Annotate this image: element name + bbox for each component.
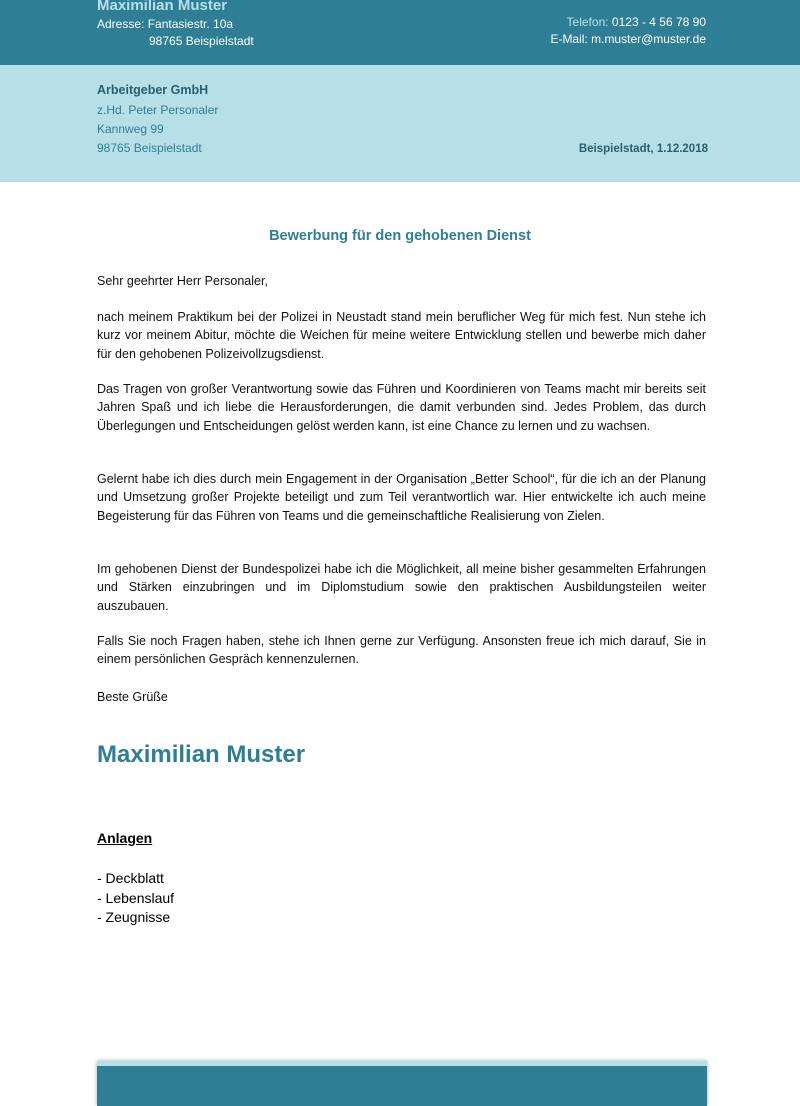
phone-number: 0123 - 4 56 78 90 [611, 15, 706, 29]
sender-address-line2: 98765 Beispielstadt [149, 34, 254, 48]
sender-address-line1: Adresse: Fantasiestr. 10a [97, 17, 234, 31]
enclosure-item: - Lebenslauf [97, 889, 175, 906]
signature: Maximilian Muster [97, 741, 306, 768]
paragraph-text: Im gehobenen Dienst der Bundespolizei habe ich die Möglichkeit, all meine bisher gesammelten Erfahrungen und Stärken einzubringen und im Diplomstudium sowie den praktischen Ausbildungsteilen weiter auszubauen. [97, 562, 706, 613]
recipient-block [0, 65, 800, 182]
letter-header [0, 0, 800, 65]
phone-label: Telefon: [566, 15, 609, 29]
paragraph [97, 560, 706, 615]
paragraph-text: Das Tragen von großer Verantwortung sowie das Führen und Koordinieren von Teams macht mir bereits seit Jahren Spaß und ich liebe die Herausforderungen, die damit verbunden sind. Jedes Problem, das durch Überlegungen und Entscheidungen gelöst werden kann, ist eine Chance zu lernen und zu wachsen. [97, 382, 706, 433]
enclosures-list [97, 869, 174, 928]
enclosures-title: Anlagen [97, 830, 153, 846]
recipient-company: Arbeitgeber GmbH [97, 83, 209, 97]
letter-date: Beispielstadt, 1.12.2018 [578, 143, 708, 155]
letter-subject: Bewerbung für den gehobenen Dienst [269, 228, 531, 244]
salutation [97, 272, 706, 290]
paragraph-text: nach meinem Praktikum bei der Polizei in Neustadt stand mein beruflicher Weg für mich fest. Nun stehe ich kurz vor meinem Abitur, möchte die Weichen für meine weitere Entwicklung stellen und bewerbe mich daher für den gehobenen Polizeivollzugsdienst. [97, 310, 706, 361]
paragraph-text: Falls Sie noch Fragen haben, stehe ich Ihnen gerne zur Verfügung. Ansonsten freue ich mich darauf, Sie in einem persönlichen Gespräch kennenzulernen. [97, 634, 706, 667]
paragraph [97, 632, 706, 669]
salutation-text: Sehr geehrter Herr Personaler, [97, 274, 268, 288]
paragraph [97, 470, 706, 525]
recipient-attention: z.Hd. Peter Personaler [97, 103, 219, 117]
recipient-city: 98765 Beispielstadt [97, 141, 202, 155]
enclosure-item: - Zeugnisse [97, 909, 171, 925]
sender-phone [567, 15, 706, 29]
paragraph [97, 380, 706, 435]
paragraph [97, 308, 706, 363]
closing-text: Beste Grüße [97, 690, 168, 704]
enclosure-item: - Deckblatt [97, 870, 164, 886]
paragraph-text: Gelernt habe ich dies durch mein Engagement in der Organisation „Better School“, für die ich an der Planung und Umsetzung großer Projekte beteiligt und zum Teil verantwortlich war. Hier entwickelte ich auch meine Begeisterung für das Führen von Teams und die gemeinschaftliche Realisierung von Zielen. [97, 472, 706, 523]
footer-decoration [97, 1061, 707, 1106]
sender-email: E-Mail: m.muster@muster.de [550, 32, 706, 46]
sender-name: Maximilian Muster [97, 0, 228, 14]
recipient-street: Kannweg 99 [97, 122, 164, 136]
closing [97, 688, 706, 706]
